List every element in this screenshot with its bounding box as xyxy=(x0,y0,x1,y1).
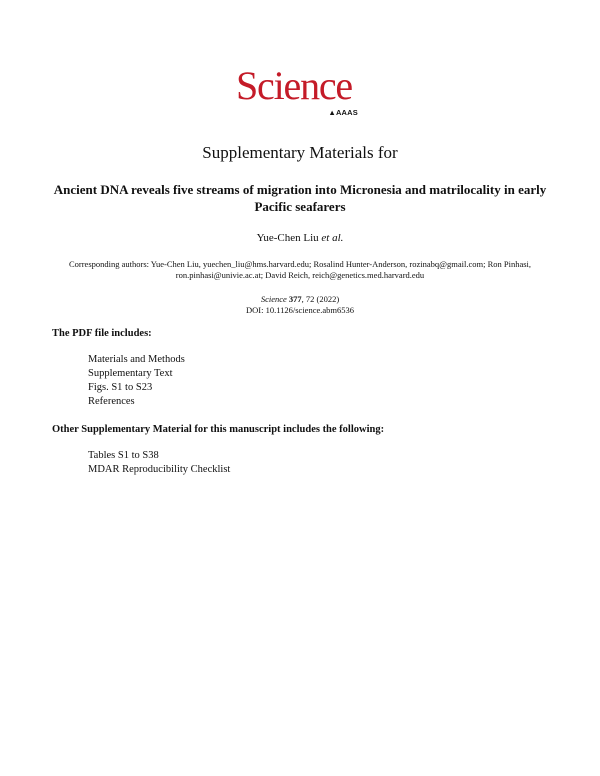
aaas-label: AAAS xyxy=(335,108,358,117)
science-logo xyxy=(236,64,364,122)
pdf-includes-heading: The PDF file includes: xyxy=(52,328,152,339)
journal-name: Science xyxy=(260,294,287,304)
author-name: Yue-Chen Liu xyxy=(256,232,319,244)
paper-title: Ancient DNA reveals five streams of migration into Micronesia and matrilocality in early Pacific seafarers xyxy=(53,182,547,214)
author-etal: et al. xyxy=(321,232,344,244)
doi-line: DOI: 10.1126/science.abm6536 xyxy=(245,305,355,315)
list-item: Tables S1 to S38 xyxy=(88,450,159,461)
list-item: MDAR Reproducibility Checklist xyxy=(88,464,231,475)
other-material-heading: Other Supplementary Material for this manuscript includes the following: xyxy=(52,424,385,435)
list-item: References xyxy=(88,396,135,407)
aaas-glyph-icon: ▲ xyxy=(328,108,336,117)
citation-rest: , 72 (2022) xyxy=(301,294,340,304)
corresponding-authors: Corresponding authors: Yue-Chen Liu, yuechen_liu@hms.harvard.edu; Rosalind Hunter-Anderson, rozinabq@gmail.com; Ron Pinhasi, ron.pinhasi@univie.ac.at; David Reich, reich@genetics.med.harvard.edu xyxy=(68,259,532,280)
list-item: Supplementary Text xyxy=(88,368,173,379)
author-line xyxy=(40,231,560,245)
citation-line xyxy=(40,294,560,305)
list-item: Materials and Methods xyxy=(88,354,185,365)
list-item: Figs. S1 to S23 xyxy=(88,382,153,393)
other-material-list xyxy=(88,449,230,477)
pdf-includes-list xyxy=(88,353,185,409)
aaas-logo-mark xyxy=(328,108,358,117)
volume-number: 377 xyxy=(288,294,302,304)
science-logo-wordmark: Science xyxy=(236,63,352,108)
supplementary-title: Supplementary Materials for xyxy=(202,143,398,162)
